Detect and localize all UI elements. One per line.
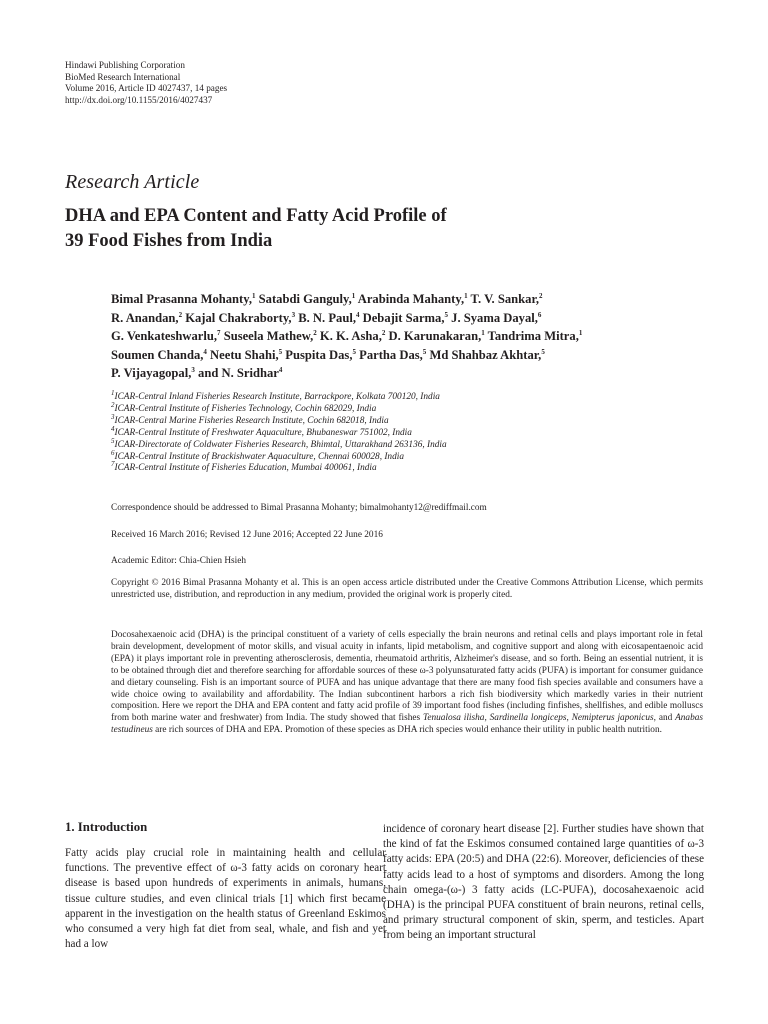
author: Debajit Sarma,$^5$ xyxy=(362,310,448,325)
title-line-1: DHA and EPA Content and Fatty Acid Profile of xyxy=(65,206,447,226)
correspondence: Correspondence should be addressed to Bimal Prasanna Mohanty; bimalmohanty12@rediffmail.com xyxy=(111,503,487,513)
body-paragraph: Fatty acids play crucial role in maintaining health and cellular functions. The preventive effect of ω-3 fatty acids on coronary heart disease is based upon hundreds of experiments in animals, humans, tissue culture studies, and even clinical trials [1] which first became apparent in the investigation on the health status of Greenland Eskimos who consumed a very high fat diet from seal, whale, and fish and yet had a low xyxy=(65,847,386,951)
species-name: Nemipterus japonicus xyxy=(571,713,654,724)
affiliation: $^4$ICAR-Central Institute of Freshwater Aquaculture, Bhubaneswar 751002, India xyxy=(111,424,412,438)
body-paragraph: incidence of coronary heart disease [2]. Further studies have shown that the kind of fat the Eskimos consumed contained large quantities of ω-3 fatty acids: EPA (20:5) and DHA (22:6). Moreover, deficiencies of these fatty acids lead to a host of symptoms and disorders. Among the long chain omega-(ω-) 3 fatty acids (LC-PUFA), docosahexaenoic acid (DHA) is the principal PUFA constituent of brain neurons, retinal cells, and primary structural component of skin, sperm, and testicles. Apart from being an important structural xyxy=(383,823,704,942)
author: K. K. Asha,$^2$ xyxy=(319,329,386,344)
author-line-3 xyxy=(111,327,701,346)
journal-name: BioMed Research International xyxy=(65,71,181,82)
title-line-2: 39 Food Fishes from India xyxy=(65,230,273,251)
author: Partha Das,$^5$ xyxy=(359,347,427,362)
abstract: Docosahexaenoic acid (DHA) is the principal constituent of a variety of cells especially the brain neurons and retinal cells and plays important role in fetal brain development, development of motor skills, and visual acuity in infants, lipid metabolism, and cognitive support and along with eicosapentaenoic acid (EPA) it plays important role in preventing atherosclerosis, dementia, rheumatoid arthritis, Alzheimer's disease, and so forth. Being an essential nutrient, it is to be obtained through diet and therefore searching for affordable sources of these ω-3 polyunsaturated fatty acids (PUFA) is important for consumer guidance and dietary counseling. Fish is an important source of PUFA and has unique advantage that there are many food fish species available and consumers have a wide choice owing to availability and affordability. The Indian subcontinent harbors a rich fish biodiversity which markedly varies in their nutrient composition. Here we report the DHA and EPA content and fatty acid profile of 39 important food fishes (including finfishes, shellfishes, and edible molluscs from both marine water and freshwater) from India. The study showed that fishes Tenualosa ilisha, Sardinella longiceps, Nemipterus japonicus, and Anabas testudineus are rich sources of DHA and EPA. Promotion of these species as DHA rich species would enhance their utility in public health nutrition. xyxy=(111,630,704,736)
affiliation: $^2$ICAR-Central Institute of Fisheries Technology, Cochin 682029, India xyxy=(111,400,377,414)
academic-editor: Academic Editor: Chia-Chien Hsieh xyxy=(111,556,247,566)
publisher: Hindawi Publishing Corporation xyxy=(65,60,185,70)
affiliation: $^7$ICAR-Central Institute of Fisheries Education, Mumbai 400061, India xyxy=(111,460,377,474)
author: Soumen Chanda,$^4$ xyxy=(111,347,207,362)
author-line-5 xyxy=(111,364,701,383)
author: G. Venkateshwarlu,$^7$ xyxy=(111,329,221,344)
body-column-left xyxy=(65,820,386,952)
author: Kajal Chakraborty,$^3$ xyxy=(185,310,296,325)
author: P. Vijayagopal,$^3$ xyxy=(111,366,195,381)
affiliation: $^6$ICAR-Central Institute of Brackishwater Aquaculture, Chennai 600028, India xyxy=(111,448,404,462)
copyright-notice: Copyright © 2016 Bimal Prasanna Mohanty et al. This is an open access article distributed under the Creative Commons Attribution License, which permits unrestricted use, distribution, and reproduction in any medium, provided the original work is properly cited. xyxy=(111,578,703,600)
section-heading: 1. Introduction xyxy=(65,820,148,834)
dates: Received 16 March 2016; Revised 12 June 2016; Accepted 22 June 2016 xyxy=(111,530,383,540)
species-name: Sardinella longiceps xyxy=(489,713,567,724)
author: D. Karunakaran,$^1$ xyxy=(388,329,485,344)
journal-header xyxy=(65,60,227,106)
author: Tandrima Mitra,$^1$ xyxy=(487,329,583,344)
author: B. N. Paul,$^4$ xyxy=(298,310,360,325)
article-type: Research Article xyxy=(65,171,200,193)
author: T. V. Sankar,$^2$ xyxy=(470,291,543,306)
author-line-4 xyxy=(111,346,701,365)
affiliation: $^5$ICAR-Directorate of Coldwater Fisheries Research, Bhimtal, Uttarakhand 263136, India xyxy=(111,436,447,450)
body-column-right xyxy=(383,822,704,944)
author: Neetu Shahi,$^5$ xyxy=(210,347,283,362)
author: Puspita Das,$^5$ xyxy=(285,347,356,362)
affiliation: $^3$ICAR-Central Marine Fisheries Research Institute, Cochin 682018, India xyxy=(111,412,389,426)
author: J. Syama Dayal,$^6$ xyxy=(451,310,542,325)
species-name: Anabas testudineus xyxy=(111,713,704,736)
author-line-2 xyxy=(111,309,701,328)
volume-line: Volume 2016, Article ID 4027437, 14 pages xyxy=(65,83,228,93)
author-line-1 xyxy=(111,290,701,309)
author: Satabdi Ganguly,$^1$ xyxy=(258,291,356,306)
author: Arabinda Mahanty,$^1$ xyxy=(357,291,468,306)
author-list xyxy=(111,290,701,383)
paper-title xyxy=(65,204,665,253)
author: R. Anandan,$^2$ xyxy=(111,310,183,325)
doi-link[interactable]: http://dx.doi.org/10.1155/2016/4027437 xyxy=(65,94,213,105)
author: Md Shahbaz Akhtar,$^5$ xyxy=(429,347,545,362)
author: and N. Sridhar$^4$ xyxy=(198,366,283,381)
author: Bimal Prasanna Mohanty,$^1$ xyxy=(111,291,256,306)
affiliation: $^1$ICAR-Central Inland Fisheries Research Institute, Barrackpore, Kolkata 700120, India xyxy=(111,388,440,402)
author: Suseela Mathew,$^2$ xyxy=(223,329,317,344)
species-name: Tenualosa ilisha xyxy=(423,713,485,724)
affiliation-list xyxy=(111,388,711,475)
